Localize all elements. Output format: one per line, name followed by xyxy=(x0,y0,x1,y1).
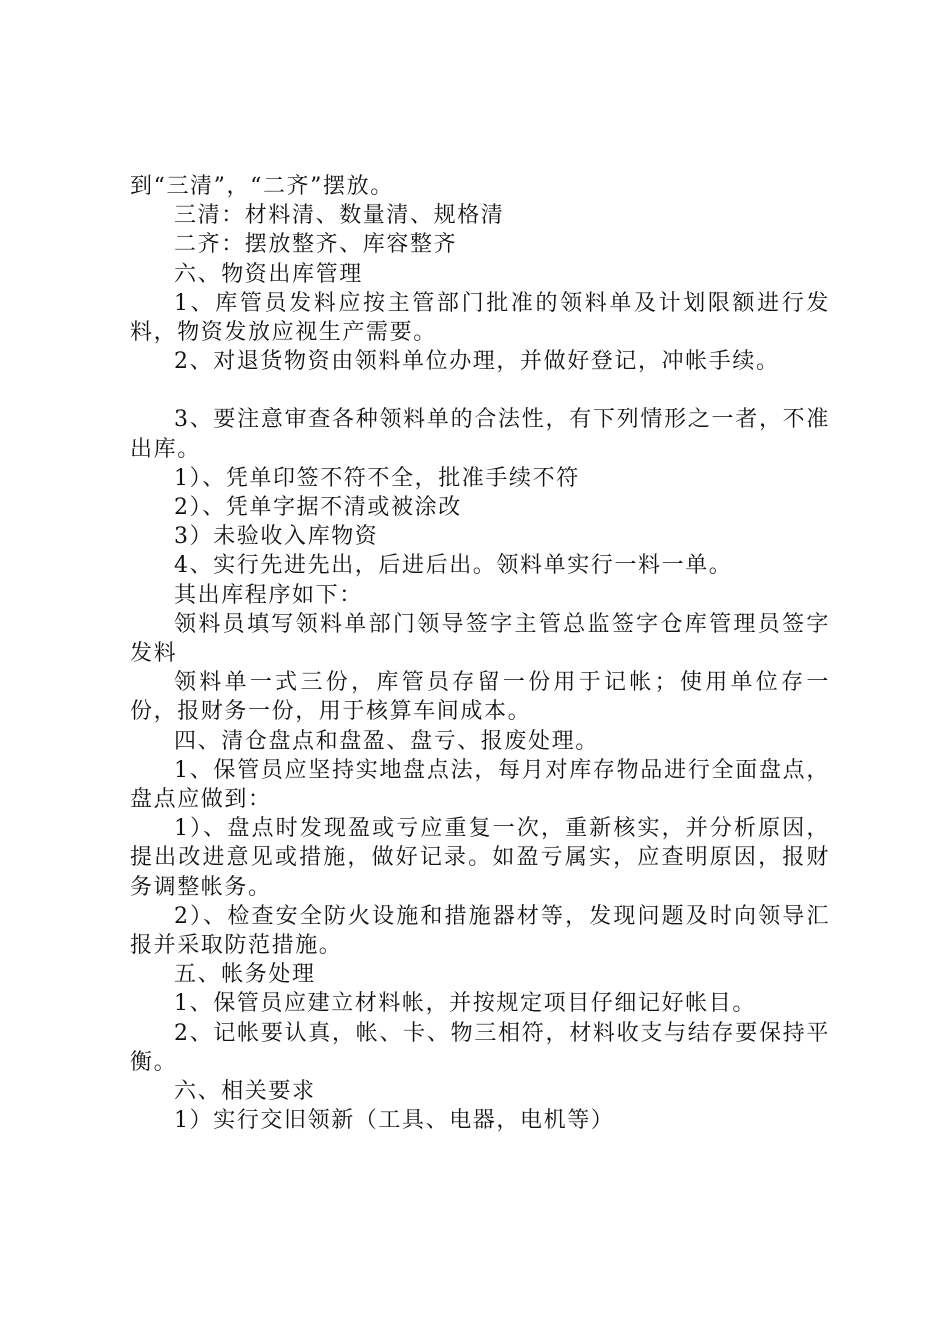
paragraph-three-clear: 三清：材料清、数量清、规格清 xyxy=(174,203,505,229)
list-item: 1）实行交旧领新（工具、电器，电机等） xyxy=(174,1108,615,1134)
list-item: 3）未验收入库物资 xyxy=(174,524,379,550)
section-heading-outbound: 六、物资出库管理 xyxy=(174,261,363,287)
paragraph-two-neat: 二齐：摆放整齐、库容整齐 xyxy=(174,232,458,258)
paragraph: 3、要注意审查各种领料单的合法性，有下列情形之一者，不准出库。 xyxy=(130,407,830,462)
paragraph-continuation: 到“三清”，“二齐”摆放。 xyxy=(130,174,394,199)
paragraph: 2、记帐要认真，帐、卡、物三相符，材料收支与结存要保持平衡。 xyxy=(130,1020,830,1075)
paragraph: 2、对退货物资由领料单位办理，并做好登记，冲帐手续。 xyxy=(174,349,780,375)
paragraph: 4、实行先进先出，后进后出。领料单实行一料一单。 xyxy=(174,553,733,579)
paragraph: 领料单一式三份，库管员存留一份用于记帐；使用单位存一份，报财务一份，用于核算车间成本。 xyxy=(130,670,830,725)
section-heading-inventory: 四、清仓盘点和盘盈、盘亏、报废处理。 xyxy=(174,728,599,754)
list-item: 1）、盘点时发现盈或亏应重复一次，重新核实，并分析原因，提出改进意见或措施，做好记录。如盈亏属实，应查明原因，报财务调整帐务。 xyxy=(130,816,830,900)
list-item: 2）、凭单字据不清或被涂改 xyxy=(174,495,462,521)
paragraph-procedure: 领料员填写领料单部门领导签字主管总监签字仓库管理员签字发料 xyxy=(130,611,830,667)
paragraph: 1、保管员应坚持实地盘点法，每月对库存物品进行全面盘点，盘点应做到： xyxy=(130,757,830,813)
paragraph: 1、保管员应建立材料帐，并按规定项目仔细记好帐目。 xyxy=(174,991,756,1017)
paragraph: 其出库程序如下： xyxy=(174,582,363,608)
section-heading-accounts: 五、帐务处理 xyxy=(174,962,316,988)
list-item: 2）、检查安全防火设施和措施器材等，发现问题及时向领导汇报并采取防范措施。 xyxy=(130,903,830,959)
list-item: 1）、凭单印签不符不全，批准手续不符 xyxy=(174,465,580,491)
paragraph: 1、库管员发料应按主管部门批准的领料单及计划限额进行发料，物资发放应视生产需要。 xyxy=(130,290,830,346)
document-body xyxy=(130,172,830,1136)
section-heading-requirements: 六、相关要求 xyxy=(174,1079,316,1105)
